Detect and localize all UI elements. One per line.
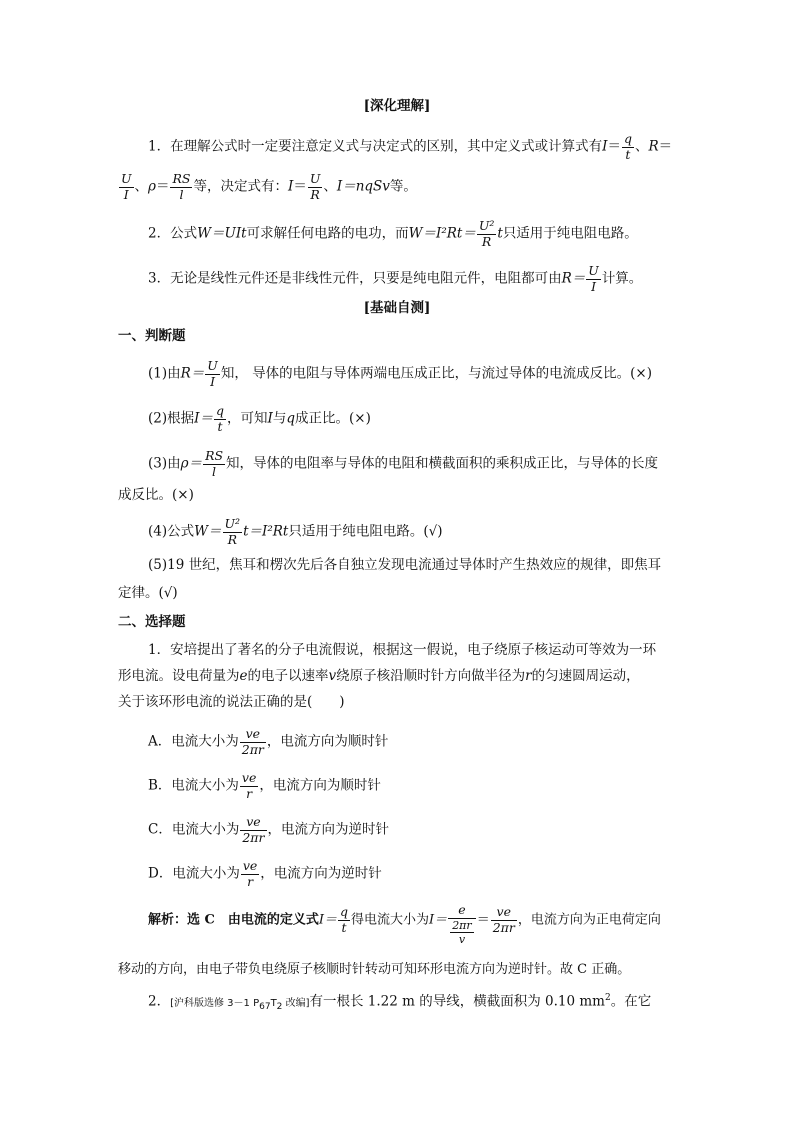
judge-item-5-line1: (5)19 世纪，焦耳和楞次先后各自独立发现电流通过导体时产生热效应的规律，即焦耳 [148,557,662,573]
deepen-point-1-line1: 1．在理解公式时一定要注意定义式与决定式的区别，其中定义式或计算式有I＝ $\frac{q}{t}$ 、R＝ [148,131,673,162]
section-judge-title: 一、判断题 [118,328,186,344]
fraction-analysis-e-over-2pir-over-v: $\frac{e}{\frac{2\pi r}{v}}$ [448,904,476,945]
judge-item-3-line2: 成反比。(×) [118,487,194,503]
fraction-U-over-R: $\frac{U}{R}$ [309,171,321,202]
question-2: 2．[沪科版选修 3－1 $P_{67}T_2$ 改编]有一根长 1.22 m 的导线，横截面积为 0.10 $mm^2$。在它 [148,993,652,1012]
fraction-option-b: $\frac{ve}{r}$ [241,770,257,801]
fraction-U-over-I-3: $\frac{U}{I}$ [207,358,218,389]
fraction-option-d: $\frac{ve}{r}$ [242,858,258,889]
judge-item-2: (2)根据I＝ $\frac{q}{t}$ ，可知I与q成正比。(×) [148,403,371,434]
analysis-line2: 移动的方向，由电子带负电绕原子核顺时针转动可知环形电流方向为逆时针。故 C 正确。 [118,962,631,977]
fraction-q-over-t-2: $\frac{q}{t}$ [215,403,224,434]
question-1-line2: 形电流。设电荷量为e的电子以速率v绕原子核沿顺时针方向做半径为r的匀速圆周运动， [118,668,640,684]
fraction-U-over-I: $\frac{U}{I}$ [121,171,132,202]
judge-item-4: (4)公式W＝ $\frac{\text{U²}}{R}$ t＝I²Rt只适用于纯电阻电路。(√) [148,516,443,547]
fraction-RS-over-l: $\frac{RS}{l}$ [172,171,191,202]
option-a[interactable]: A．电流大小为 $\frac{ve}{2\pi r}$ ，电流方向为顺时针 [148,726,389,757]
heading-basic-self-test: [基础自测] [363,300,431,316]
question-1-line1: 1．安培提出了著名的分子电流假说，根据这一假说，电子绕原子核运动可等效为一环 [148,642,657,658]
heading-deepen-understanding: [深化理解] [363,98,431,114]
section-choice-title: 二、选择题 [118,614,186,630]
deepen-point-2: 2．公式W＝UIt可求解任何电路的电功，而W＝I²Rt＝ $\frac{\text{U²}}{R}$ t只适用于纯电阻电路。 [148,218,638,249]
analysis-line1: 解析：选 C 由电流的定义式I＝ $\frac{q}{t}$ 得电流大小为I＝ $\frac{e}{\frac{2\pi r}{v}}$ ＝ $\frac{ve}{2\pi r}$ ，电流方向为正电荷定向 [148,902,661,946]
fraction-U2-over-R: $\frac{\text{U²}}{R}$ [478,218,495,249]
fraction-option-c: $\frac{ve}{2\pi r}$ [242,814,265,845]
deepen-point-1-line2: $\frac{U}{I}$ 、ρ＝ $\frac{RS}{l}$ 等，决定式有：I＝ $\frac{U}{R}$ 、I＝nqSv等。 [121,171,417,202]
fraction-q-over-t: $\frac{q}{t}$ [623,131,632,162]
option-d[interactable]: D．电流大小为 $\frac{ve}{r}$ ，电流方向为逆时针 [148,858,382,889]
judge-item-3-line1: (3)由ρ＝ $\frac{RS}{l}$ 知，导体的电阻率与导体的电阻和横截面积的乘积成正比，与导体的长度 [148,448,659,479]
question-2-source: [沪科版选修 3－1 $P_{67}T_2$ 改编] [170,997,310,1012]
option-b[interactable]: B．电流大小为 $\frac{ve}{r}$ ，电流方向为顺时针 [148,770,381,801]
fraction-U-over-I-2: $\frac{U}{I}$ [588,263,599,294]
fraction-analysis-ve-over-2pir: $\frac{ve}{2\pi r}$ [492,904,515,935]
fraction-analysis-q-over-t: $\frac{q}{t}$ [340,904,349,935]
question-1-line3: 关于该环形电流的说法正确的是( ) [118,694,345,710]
fraction-RS-over-l-2: $\frac{RS}{l}$ [205,448,224,479]
option-c[interactable]: C．电流大小为 $\frac{ve}{2\pi r}$ ，电流方向为逆时针 [148,814,389,845]
fraction-U2-over-R-2: $\frac{\text{U²}}{R}$ [224,516,241,547]
fraction-option-a: $\frac{ve}{2\pi r}$ [241,726,264,757]
judge-item-1: (1)由R＝ $\frac{U}{I}$ 知， 导体的电阻与导体两端电压成正比，与流过导体的电流成反比。(×) [148,358,652,389]
judge-item-5-line2: 定律。(√) [118,585,178,601]
deepen-point-3: 3．无论是线性元件还是非线性元件，只要是纯电阻元件，电阻都可由R＝ $\frac{U}{I}$ 计算。 [148,263,643,294]
